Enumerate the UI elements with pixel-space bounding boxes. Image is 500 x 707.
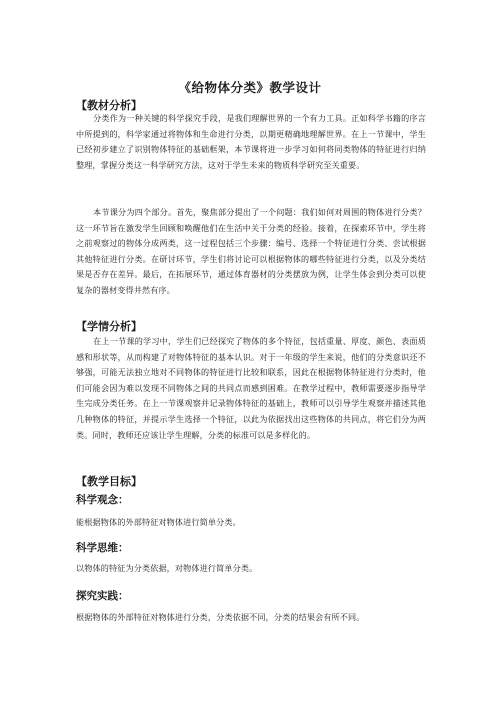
goal-label-scientific-thinking: 科学思维： xyxy=(76,542,129,554)
goal-text-scientific-thinking: 以物体的特征为分类依据，对物体进行简单分类。 xyxy=(76,563,258,573)
section-heading-teaching-goals: 【教学目标】 xyxy=(76,475,142,488)
goal-text-inquiry-practice: 根据物体的外部特征对物体进行分类，分类依据不同，分类的结果会有所不同。 xyxy=(76,612,365,622)
paragraph-text: 在上一节课的学习中，学生们已经探究了物体的多个特征，包括重量、厚度、颜色、表面质感和形状等，从而构建了对物体特征的基本认识。对于一年级的学生来说，他们的分类意识还不够强，可能无法独立地对不同物体的特征进行比较和联系，因此在根据物体特征进行分类时，他们可能会因为难以发现不同物体之间的共同点而感到困难。在教学过程中，教师需要逐步指导学生完成分类任务。在上一节课观察并记录物体特征的基础上，教师可以引导学生观察并描述其他几种物体的特征，并提示学生选择一个特征，以此为依据找出这些物体的共同点，将它们分为两类。同时，教师还应该让学生理解，分类的标准可以是多样化的。 xyxy=(76,336,426,440)
paragraph-student-analysis xyxy=(76,334,426,443)
section-heading-textbook-analysis: 【教材分析】 xyxy=(76,99,142,112)
goal-text-scientific-concept: 能根据物体的外部特征对物体进行简单分类。 xyxy=(76,517,241,527)
section-heading-student-analysis: 【学情分析】 xyxy=(76,320,142,333)
paragraph-text: 本节课分为四个部分。首先，聚焦部分提出了一个问题：我们如何对周围的物体进行分类？这一环节旨在激发学生回顾和唤醒他们在生活中关于分类的经验。接着，在探索环节中，学生将之前观察过的物体分成两类，这一过程包括三个步骤：编号、选择一个特征进行分类、尝试根据其他特征进行分类。在研讨环节，学生们将讨论可以根据物体的哪些特征进行分类，以及分类结果是否存在差异。最后，在拓展环节，通过体育器材的分类摆放为例，让学生体会到分类可以使复杂的器材变得井然有序。 xyxy=(76,207,426,295)
paragraph-textbook-analysis-1 xyxy=(76,111,426,173)
goal-label-scientific-concept: 科学观念： xyxy=(76,494,129,506)
document-title: 《给物体分类》教学设计 xyxy=(178,80,322,95)
paragraph-text: 分类作为一种关键的科学探究手段，是我们理解世界的一个有力工具。正如科学书籍的序言中所提到的，科学家通过将物体和生命进行分类，以期更精确地理解世界。在上一节课中，学生已经初步建立了识别物体特征的基础框架，本节课将进一步学习如何将同类物体的特征进行归纳整理，掌握分类这一科学研究方法，这对于学生未来的物质科学研究至关重要。 xyxy=(76,113,426,170)
goal-label-inquiry-practice: 探究实践： xyxy=(76,590,129,602)
paragraph-textbook-analysis-2 xyxy=(76,205,426,299)
